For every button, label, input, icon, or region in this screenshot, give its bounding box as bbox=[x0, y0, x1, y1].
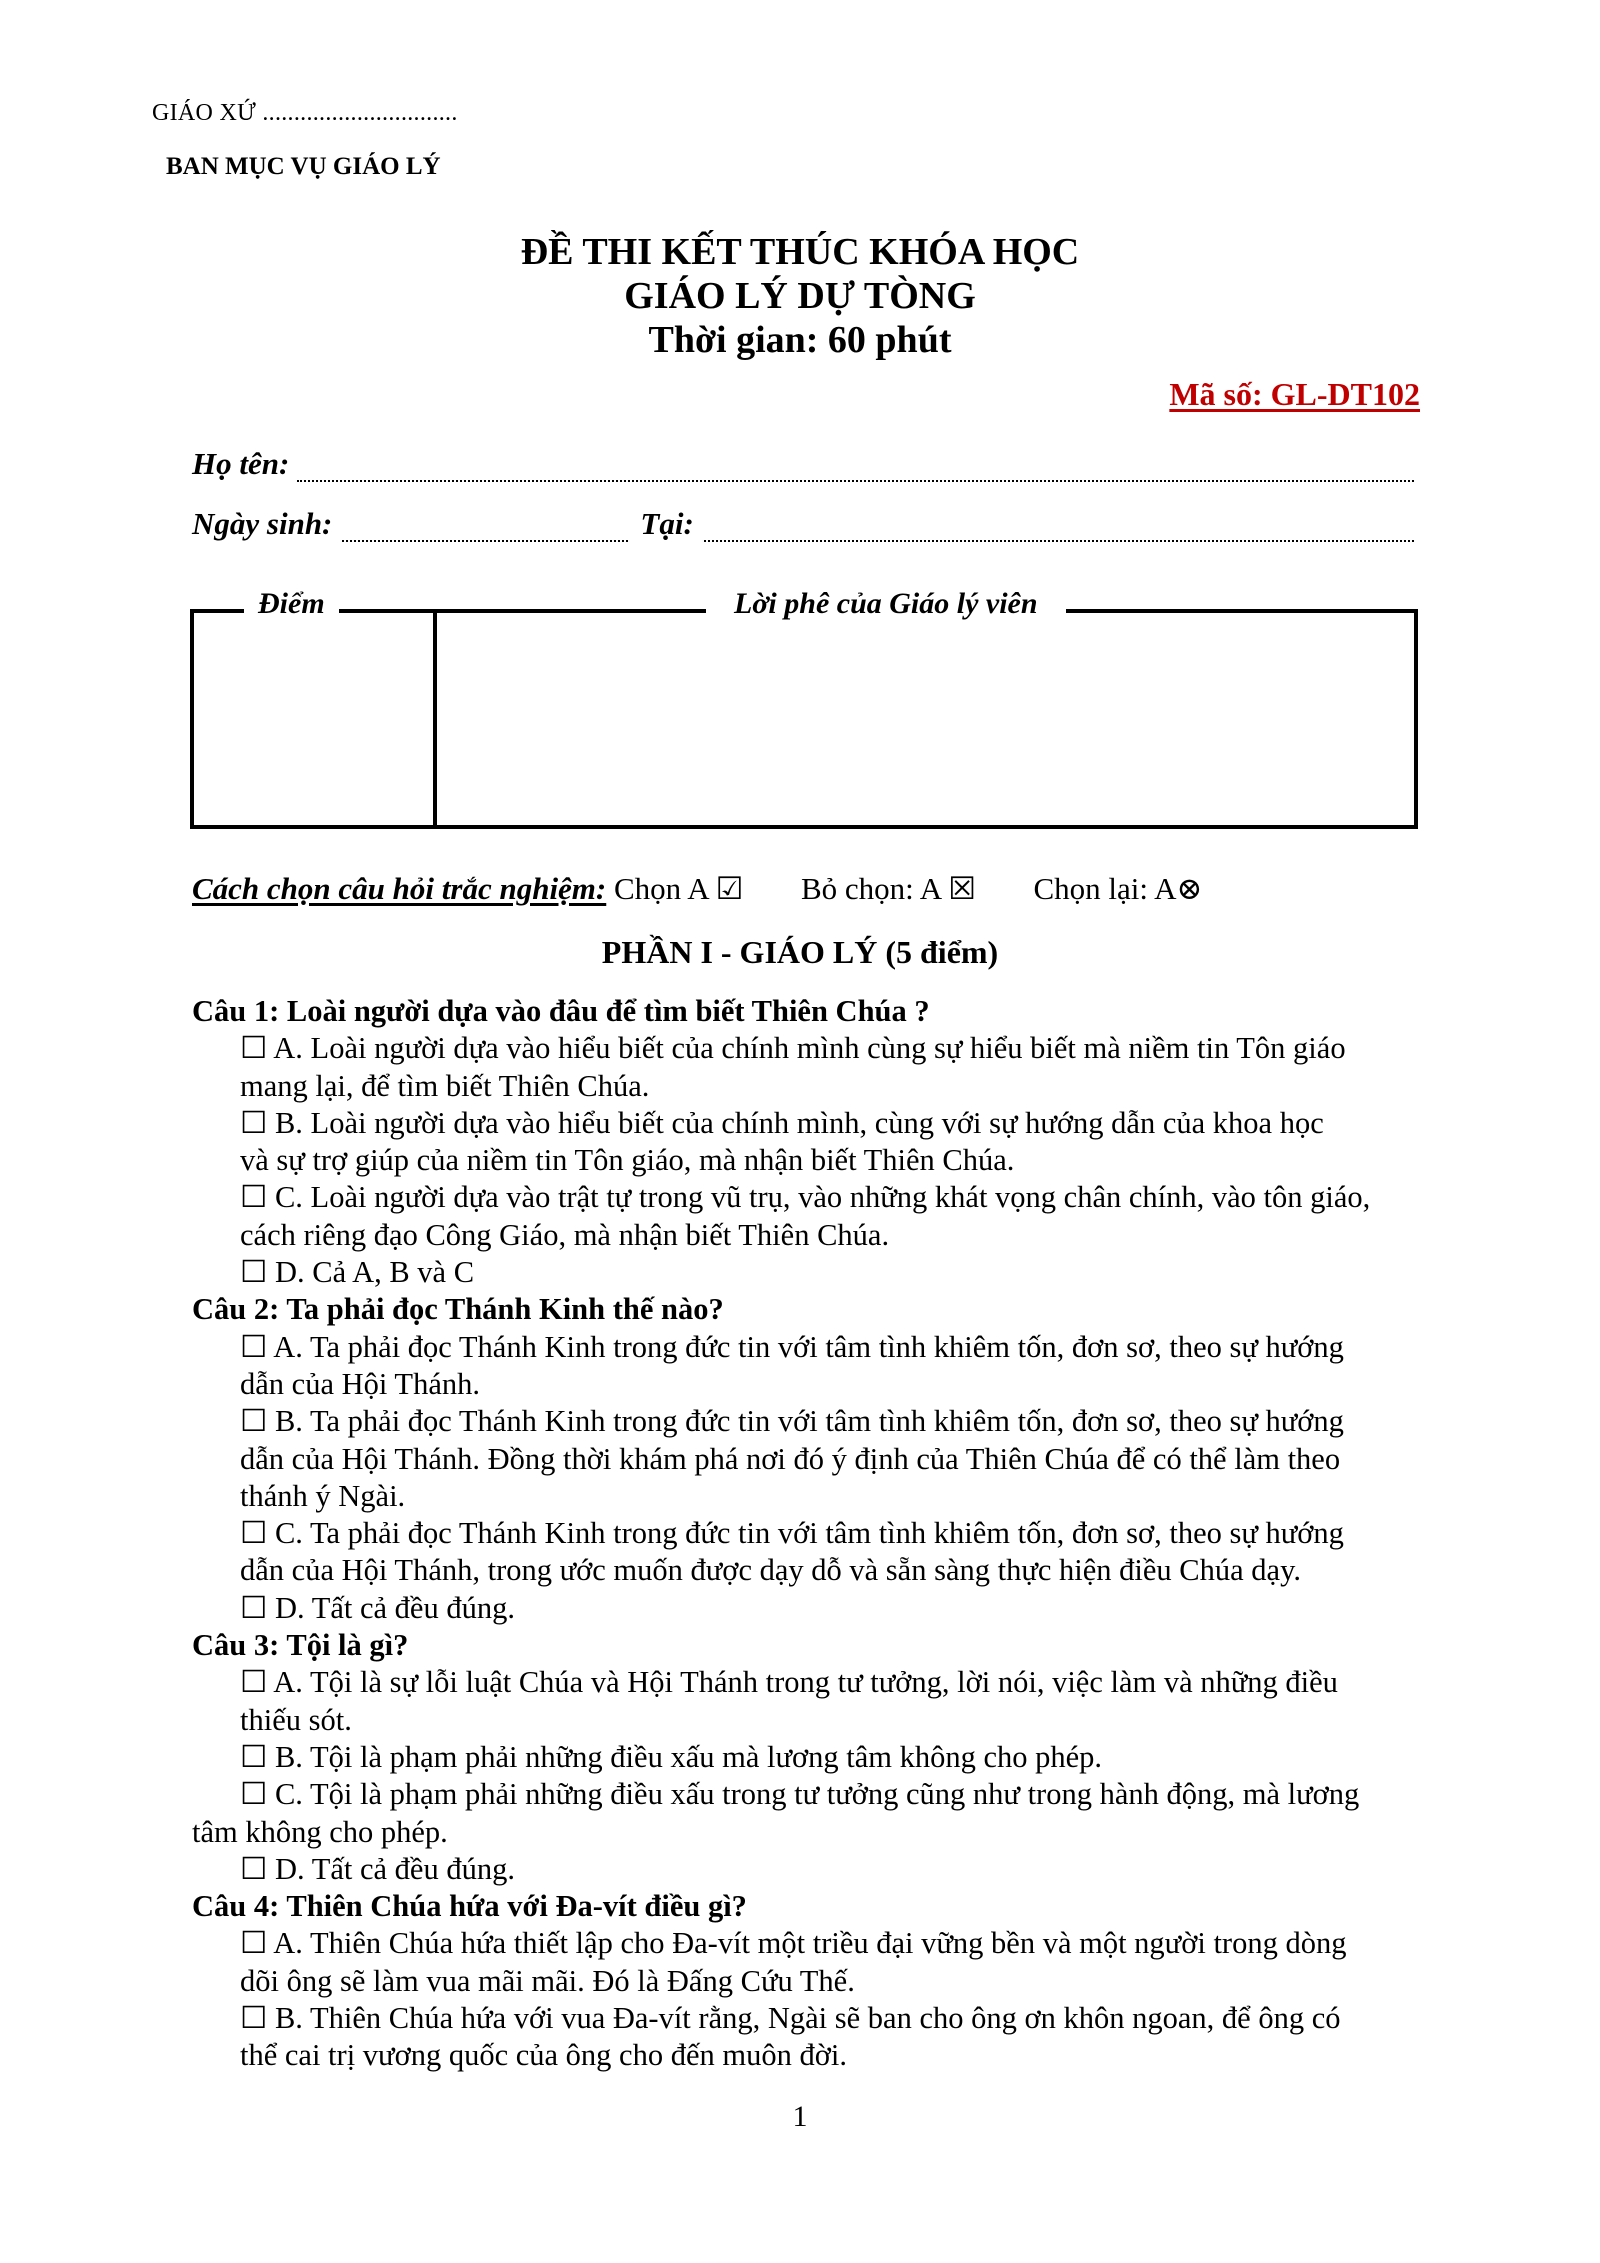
option-text-line: ☐ C. Tội là phạm phải những điều xấu trong tư tưởng cũng như trong hành động, mà lương bbox=[240, 1777, 1360, 1812]
question-list bbox=[192, 993, 1420, 2075]
exam-code: Mã số: GL-DT102 bbox=[1169, 376, 1420, 412]
grade-box-divider bbox=[433, 613, 437, 827]
place-dotted-line[interactable] bbox=[704, 510, 1414, 542]
option-text-line: dõi ông sẽ làm vua mãi mãi. Đó là Đấng Cứu Thế. bbox=[240, 1963, 855, 1998]
score-label: Điểm bbox=[244, 587, 339, 621]
option-text-line: ☐ B. Ta phải đọc Thánh Kinh trong đức tin với tâm tình khiêm tốn, đơn sơ, theo sự hướng bbox=[240, 1404, 1344, 1439]
question-2: Câu 2: Ta phải đọc Thánh Kinh thế nào? bbox=[192, 1292, 724, 1327]
question-4: Câu 4: Thiên Chúa hứa với Đa-vít điều gì? bbox=[192, 1889, 747, 1924]
option-4a[interactable] bbox=[192, 1925, 1420, 2000]
option-text-line: dẫn của Hội Thánh. bbox=[240, 1366, 480, 1401]
option-text-line: ☐ A. Loài người dựa vào hiểu biết của chính mình cùng sự hiểu biết mà niềm tin Tôn giáo bbox=[240, 1031, 1346, 1066]
dob-place-field[interactable] bbox=[192, 502, 1414, 542]
instruction-choose: Chọn A ☑ bbox=[614, 871, 744, 906]
option-text-line: mang lại, để tìm biết Thiên Chúa. bbox=[240, 1068, 650, 1103]
option-text-line: ☐ B. Thiên Chúa hứa với vua Đa-vít rằng, Ngài sẽ ban cho ông ơn khôn ngoan, để ông có bbox=[240, 2001, 1341, 2036]
parish-line: GIÁO XỨ ............................... bbox=[152, 100, 458, 126]
option-text-line: tâm không cho phép. bbox=[192, 1814, 448, 1849]
instructions-label: Cách chọn câu hỏi trắc nghiệm: bbox=[192, 871, 607, 906]
dob-label: Ngày sinh: bbox=[192, 506, 333, 541]
option-text-line: thiếu sót. bbox=[240, 1702, 352, 1737]
option-text-line: ☐ C. Ta phải đọc Thánh Kinh trong đức tin với tâm tình khiêm tốn, đơn sơ, theo sự hướng bbox=[240, 1516, 1344, 1551]
option-text-line: thể cai trị vương quốc của ông cho đến muôn đời. bbox=[240, 2038, 847, 2073]
option-3b[interactable] bbox=[192, 1739, 1420, 1776]
option-text-line: ☐ D. Tất cả đều đúng. bbox=[240, 1590, 515, 1625]
option-2d[interactable] bbox=[192, 1590, 1420, 1627]
option-text-line: ☐ D. Tất cả đều đúng. bbox=[240, 1851, 515, 1886]
option-text-line: dẫn của Hội Thánh. Đồng thời khám phá nơi đó ý định của Thiên Chúa để có thể làm theo bbox=[240, 1441, 1341, 1476]
option-text-line: và sự trợ giúp của niềm tin Tôn giáo, mà nhận biết Thiên Chúa. bbox=[240, 1143, 1015, 1178]
instruction-rechoose: Chọn lại: A⊗ bbox=[1033, 871, 1203, 906]
option-3d[interactable] bbox=[192, 1851, 1420, 1888]
option-2b[interactable] bbox=[192, 1403, 1420, 1515]
option-text-line: ☐ D. Cả A, B và C bbox=[240, 1255, 475, 1290]
question-3: Câu 3: Tội là gì? bbox=[192, 1628, 409, 1663]
option-text-line: ☐ A. Ta phải đọc Thánh Kinh trong đức tin với tâm tình khiêm tốn, đơn sơ, theo sự hướng bbox=[240, 1329, 1344, 1364]
dob-dotted-line[interactable] bbox=[342, 510, 628, 542]
option-text-line: ☐ C. Loài người dựa vào trật tự trong vũ trụ, vào những khát vọng chân chính, vào tôn giáo, bbox=[240, 1180, 1371, 1215]
option-3a[interactable] bbox=[192, 1664, 1420, 1739]
option-text-line: ☐ B. Tội là phạm phải những điều xấu mà lương tâm không cho phép. bbox=[240, 1739, 1103, 1774]
question-1: Câu 1: Loài người dựa vào đâu để tìm biết Thiên Chúa ? bbox=[192, 994, 930, 1028]
option-text-line: ☐ A. Tội là sự lỗi luật Chúa và Hội Thánh trong tư tưởng, lời nói, việc làm và những điều bbox=[240, 1665, 1338, 1700]
option-1a[interactable] bbox=[192, 1030, 1420, 1105]
option-2c[interactable] bbox=[192, 1515, 1420, 1590]
section-title: PHẦN I - GIÁO LÝ (5 điểm) bbox=[601, 934, 999, 970]
option-text-line: thánh ý Ngài. bbox=[240, 1478, 406, 1513]
place-label: Tại: bbox=[640, 506, 694, 541]
grade-box bbox=[190, 587, 1418, 829]
option-3c[interactable] bbox=[192, 1776, 1420, 1851]
course-title: GIÁO LÝ DỰ TÒNG bbox=[624, 275, 976, 317]
option-1b[interactable] bbox=[192, 1105, 1420, 1180]
name-label: Họ tên: bbox=[192, 446, 290, 481]
option-2a[interactable] bbox=[192, 1329, 1420, 1404]
instruction-unchoose: Bỏ chọn: A ☒ bbox=[800, 871, 976, 906]
exam-title: ĐỀ THI KẾT THÚC KHÓA HỌC bbox=[520, 231, 1080, 273]
option-text-line: cách riêng đạo Công Giáo, mà nhận biết Thiên Chúa. bbox=[240, 1217, 890, 1252]
name-field[interactable] bbox=[192, 442, 1414, 482]
page-number: 1 bbox=[792, 2100, 808, 2133]
option-text-line: ☐ B. Loài người dựa vào hiểu biết của chính mình, cùng với sự hướng dẫn của khoa học bbox=[240, 1105, 1324, 1140]
teacher-comment-label: Lời phê của Giáo lý viên bbox=[706, 587, 1066, 621]
answer-instructions bbox=[192, 871, 1202, 907]
option-1c[interactable] bbox=[192, 1179, 1420, 1254]
option-text-line: dẫn của Hội Thánh, trong ước muốn được dạy dỗ và sẵn sàng thực hiện điều Chúa dạy. bbox=[240, 1553, 1301, 1588]
exam-duration: Thời gian: 60 phút bbox=[648, 319, 952, 361]
committee-name: BAN MỤC VỤ GIÁO LÝ bbox=[166, 153, 441, 180]
name-dotted-line[interactable] bbox=[297, 450, 1414, 482]
option-1d[interactable] bbox=[192, 1254, 1420, 1291]
option-4b[interactable] bbox=[192, 2000, 1420, 2075]
option-text-line: ☐ A. Thiên Chúa hứa thiết lập cho Đa-vít một triều đại vững bền và một người trong dòng bbox=[240, 1926, 1347, 1961]
